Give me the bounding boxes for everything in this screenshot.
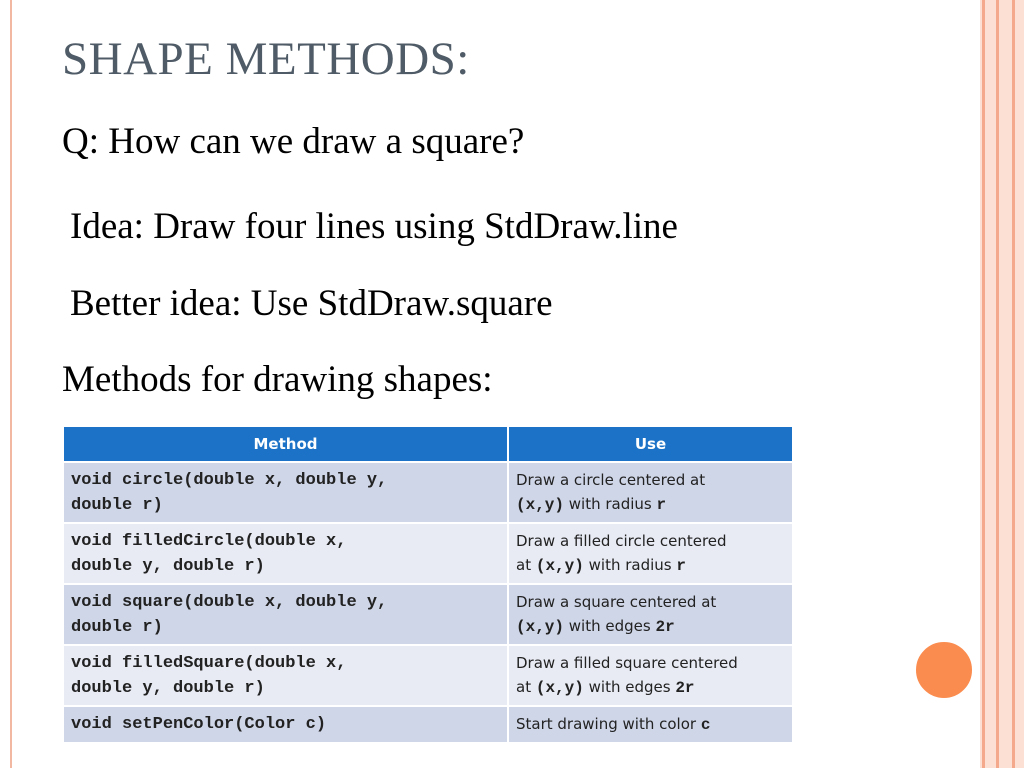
table-row [64, 584, 793, 645]
idea-text: Idea: Draw four lines using StdDraw.line [70, 206, 678, 247]
method-use: Draw a filled square centered at (x,y) with edges 2r [508, 645, 793, 706]
frame-left-line [10, 0, 12, 768]
methods-table [64, 427, 794, 742]
method-use: Draw a square centered at (x,y) with edges 2r [508, 584, 793, 645]
slide-title: SHAPE METHODS: [62, 33, 470, 85]
method-signature: void circle(double x, double y, double r) [64, 462, 508, 523]
method-signature: void filledCircle(double x, double y, double r) [64, 523, 508, 584]
method-use: Draw a filled circle centered at (x,y) with radius r [508, 523, 793, 584]
frame-right-line [982, 0, 985, 768]
table-header-row [64, 427, 793, 462]
better-idea-text: Better idea: Use StdDraw.square [70, 283, 553, 324]
table-row [64, 706, 793, 742]
column-header-method: Method [64, 427, 508, 462]
methods-heading: Methods for drawing shapes: [62, 359, 493, 400]
column-header-use: Use [508, 427, 793, 462]
table-row [64, 523, 793, 584]
frame-right-band [980, 0, 1024, 768]
frame-right-line [1012, 0, 1015, 768]
table-row [64, 462, 793, 523]
method-use: Start drawing with color c [508, 706, 793, 742]
method-signature: void setPenColor(Color c) [64, 706, 508, 742]
decorative-circle [914, 640, 974, 700]
method-use: Draw a circle centered at (x,y) with radius r [508, 462, 793, 523]
frame-right-line [996, 0, 999, 768]
question-text: Q: How can we draw a square? [62, 121, 525, 162]
method-signature: void filledSquare(double x, double y, double r) [64, 645, 508, 706]
table-row [64, 645, 793, 706]
method-signature: void square(double x, double y, double r) [64, 584, 508, 645]
